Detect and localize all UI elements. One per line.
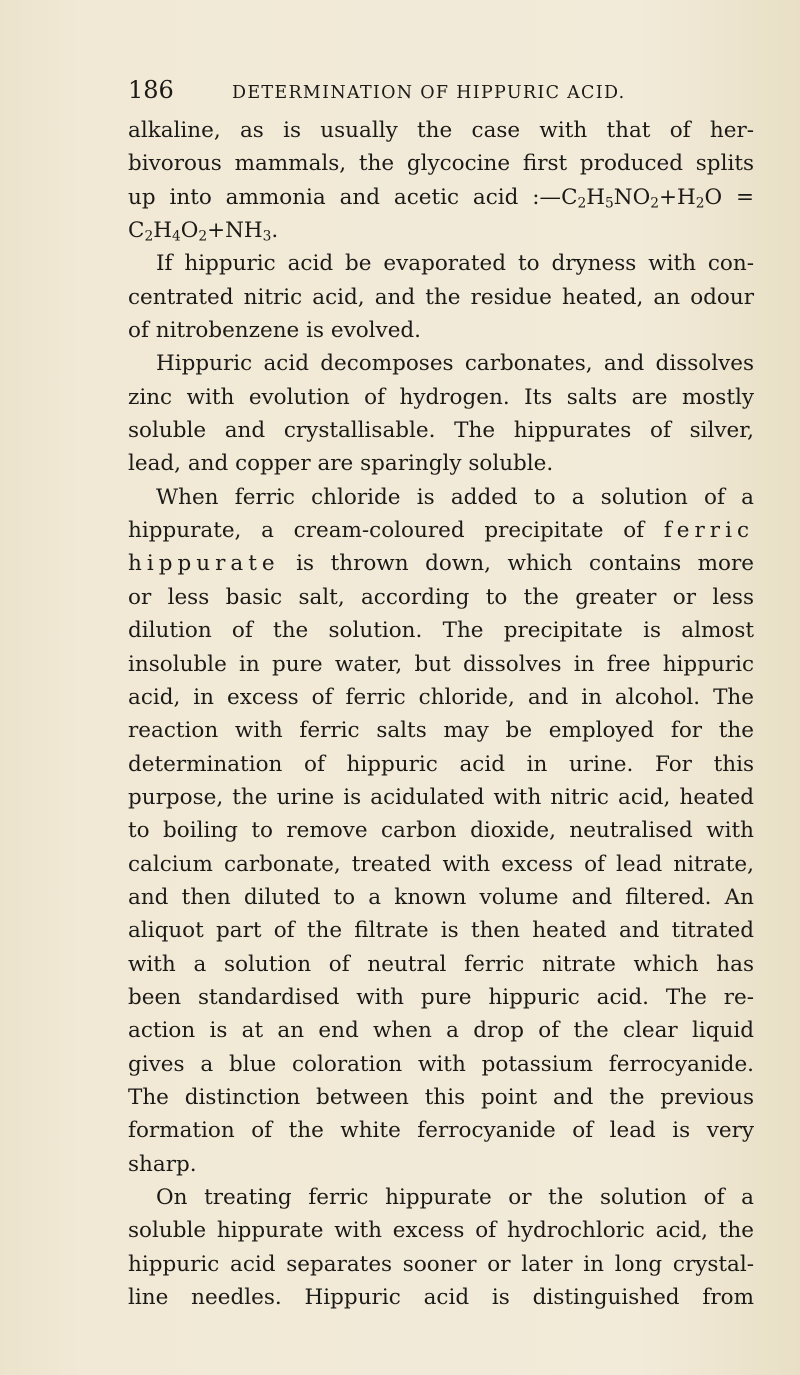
text-line: up into ammonia and acetic acid $:—C_2H_5NO_2+H_2O$ = (128, 184, 754, 212)
text-line: lead, and copper are sparingly soluble. (128, 451, 554, 477)
text-line: acid, in excess of ferric chloride, and in alcohol. The (128, 684, 754, 710)
page-header (128, 76, 768, 116)
text-line: When ferric chloride is added to a solution of a (156, 484, 754, 510)
text-line: and then diluted to a known volume and filtered. An (128, 884, 754, 910)
text-line: If hippuric acid be evaporated to dryness with con- (156, 251, 754, 277)
text-line: to boiling to remove carbon dioxide, neutralised with (128, 818, 754, 844)
text-line: calcium carbonate, treated with excess of lead nitrate, (128, 851, 754, 877)
text-line: hippurate is thrown down, which contains more (128, 551, 754, 577)
text-line: been standardised with pure hippuric acid. The re- (128, 984, 754, 1010)
text-line: sharp. (128, 1151, 197, 1177)
text-line: bivorous mammals, the glycocine first produced splits (128, 151, 754, 177)
text-line: soluble and crystallisable. The hippurates of silver, (128, 418, 754, 444)
text-line: formation of the white ferrocyanide of lead is very (128, 1118, 754, 1144)
text-line: determination of hippuric acid in urine. For this (128, 751, 754, 777)
text-line: zinc with evolution of hydrogen. Its salts are mostly (128, 384, 754, 410)
text-line: aliquot part of the filtrate is then heated and titrated (128, 918, 754, 944)
text-line: On treating ferric hippurate or the solution of a (156, 1185, 754, 1210)
text-line: reaction with ferric salts may be employed for the (128, 718, 754, 744)
text-line: hippuric acid separates sooner or later in long crystal- (128, 1251, 754, 1277)
text-line: with a solution of neutral ferric nitrate which has (128, 951, 754, 977)
running-title: DETERMINATION OF HIPPURIC ACID. (232, 83, 626, 103)
body-text (128, 114, 754, 1314)
spaced-term: ferric (663, 518, 754, 544)
text-line: purpose, the urine is acidulated with nitric acid, heated (128, 784, 754, 810)
text-line: centrated nitric acid, and the residue heated, an odour (128, 284, 754, 310)
page-number: 186 (128, 76, 174, 104)
text-line: Hippuric acid decomposes carbonates, and dissolves (156, 351, 754, 377)
text-line: dilution of the solution. The precipitate is almost (128, 618, 754, 644)
text-line: or less basic salt, according to the greater or less (128, 584, 754, 610)
text-line: soluble hippurate with excess of hydrochloric acid, the (128, 1218, 754, 1244)
chemical-formula: $C_2H_5NO_2+H_2O$ = (561, 184, 754, 212)
text-line: hippurate, a cream-coloured precipitate of ferric (128, 518, 754, 544)
chemical-formula: $C_2H_4O_2+NH_3$. (128, 218, 279, 245)
text-line: action is at an end when a drop of the clear liquid (128, 1018, 754, 1044)
spaced-term: hippurate (128, 551, 280, 577)
text-line: line needles. Hippuric acid is distinguished from (128, 1285, 754, 1311)
text-line: gives a blue coloration with potassium ferrocyanide. (128, 1051, 754, 1077)
text-line: alkaline, as is usually the case with that of her- (128, 118, 754, 143)
text-line: The distinction between this point and the previous (128, 1084, 754, 1110)
text-line: of nitrobenzene is evolved. (128, 318, 422, 344)
text-line: insoluble in pure water, but dissolves in free hippuric (128, 651, 754, 677)
